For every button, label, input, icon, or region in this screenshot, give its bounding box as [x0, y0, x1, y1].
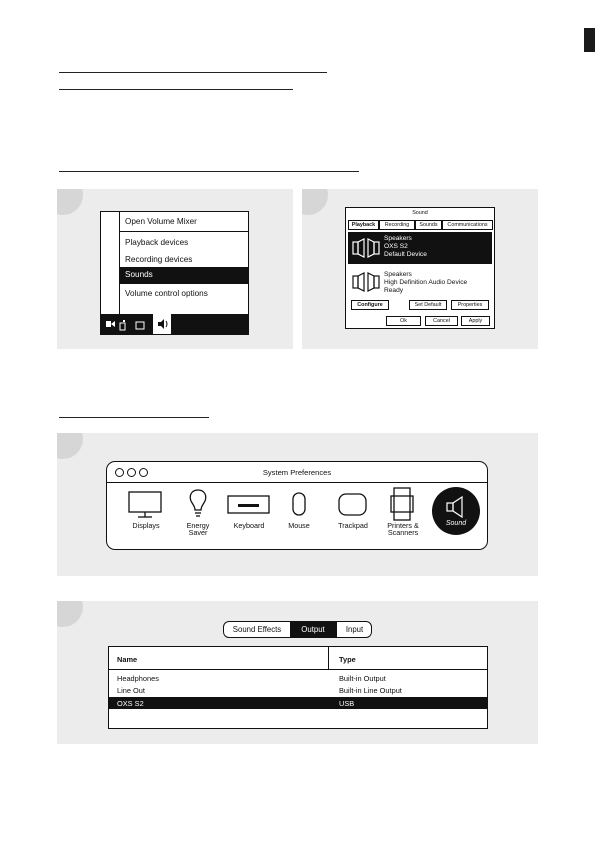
step-badge: [57, 189, 83, 215]
sound-label: Sound: [445, 520, 467, 527]
properties-button[interactable]: Properties: [451, 300, 489, 310]
menu-item-volume-control-options[interactable]: Volume control options: [125, 289, 208, 298]
ok-button[interactable]: Ok: [386, 316, 421, 326]
sound-dialog: [345, 207, 495, 329]
taskbar: [101, 314, 248, 334]
displays-label: Displays: [132, 521, 160, 530]
printers-label-2: Scanners: [387, 528, 419, 537]
device-name: Speakers: [384, 271, 412, 278]
trackpad-label: Trackpad: [338, 521, 368, 530]
printers-label-1: Printers &: [387, 521, 419, 530]
row-type: Built-in Line Output: [339, 686, 402, 695]
tab-sound-effects[interactable]: Sound Effects: [232, 625, 282, 634]
cancel-button[interactable]: Cancel: [425, 316, 458, 326]
menu-gutter-line: [119, 212, 120, 314]
device-model: OXS S2: [384, 243, 408, 250]
row-type: USB: [339, 699, 355, 708]
tab-playback[interactable]: Playback: [348, 220, 379, 230]
apply-button[interactable]: Apply: [461, 316, 490, 326]
speaker-device-icon: [352, 272, 380, 292]
speaker-icon: [153, 314, 171, 334]
sound-tab-control: [223, 621, 372, 638]
system-preferences-window: [106, 461, 488, 550]
heading-rule-2: [59, 89, 293, 90]
volume-context-menu: [100, 211, 249, 335]
device-row-oxs-s2[interactable]: [348, 232, 492, 264]
configure-button[interactable]: Configure: [351, 300, 389, 310]
window-title: System Preferences: [262, 468, 332, 477]
step-badge: [57, 601, 83, 627]
output-device-table: [108, 646, 488, 729]
sound-icon: [444, 495, 468, 519]
mouse-icon[interactable]: [291, 491, 307, 519]
tab-output[interactable]: Output: [290, 622, 336, 637]
device-status: Ready: [384, 287, 404, 294]
tab-input[interactable]: Input: [336, 622, 372, 637]
sound-preference-button[interactable]: [432, 487, 480, 535]
tab-recording[interactable]: Recording: [379, 220, 415, 230]
page-edge-tab: [584, 28, 595, 52]
row-name: OXS S2: [117, 699, 144, 708]
header-separator: [109, 669, 487, 670]
row-type: Built-in Output: [339, 674, 386, 683]
printers-scanners-icon[interactable]: [389, 486, 415, 522]
row-name: Line Out: [117, 686, 145, 695]
tab-sounds[interactable]: Sounds: [415, 220, 442, 230]
energy-saver-label-1: Energy: [186, 521, 210, 530]
tab-communications[interactable]: Communications: [442, 220, 493, 230]
speaker-device-icon: [352, 238, 380, 258]
menu-item-recording-devices[interactable]: Recording devices: [125, 255, 193, 264]
row-name: Headphones: [117, 674, 159, 683]
menu-separator: [119, 231, 248, 232]
heading-rule-4: [59, 417, 209, 418]
device-name: Speakers: [384, 235, 412, 242]
table-row-selected[interactable]: [109, 697, 487, 709]
device-model: High Definition Audio Device: [384, 279, 468, 286]
step-badge: [302, 189, 328, 215]
mouse-label: Mouse: [288, 521, 310, 530]
menu-item-playback-devices[interactable]: Playback devices: [125, 238, 189, 247]
displays-icon[interactable]: [127, 490, 165, 520]
set-default-button[interactable]: Set Default: [409, 300, 447, 310]
keyboard-label: Keyboard: [233, 521, 265, 530]
keyboard-icon[interactable]: [226, 494, 272, 516]
tray-icons: [106, 319, 150, 331]
column-header-type[interactable]: Type: [339, 655, 356, 664]
device-row-hd-audio[interactable]: [348, 268, 492, 298]
device-status: Default Device: [384, 251, 427, 258]
speaker-tray-button[interactable]: [153, 314, 171, 334]
column-header-name[interactable]: Name: [117, 655, 138, 664]
menu-item-open-volume-mixer[interactable]: Open Volume Mixer: [125, 217, 197, 226]
column-divider: [328, 647, 329, 669]
energy-saver-icon[interactable]: [187, 488, 209, 520]
trackpad-icon[interactable]: [337, 492, 369, 518]
energy-saver-label-2: Saver: [188, 528, 208, 537]
menu-item-sounds[interactable]: [119, 267, 248, 284]
table-row[interactable]: [109, 684, 487, 696]
menu-item-sounds-label: Sounds: [125, 270, 153, 279]
dialog-title: Sound: [412, 210, 428, 216]
heading-rule-3: [59, 171, 359, 172]
heading-rule-1: [59, 72, 327, 73]
step-badge: [57, 433, 83, 459]
title-separator: [107, 482, 487, 483]
table-row[interactable]: [109, 672, 487, 684]
